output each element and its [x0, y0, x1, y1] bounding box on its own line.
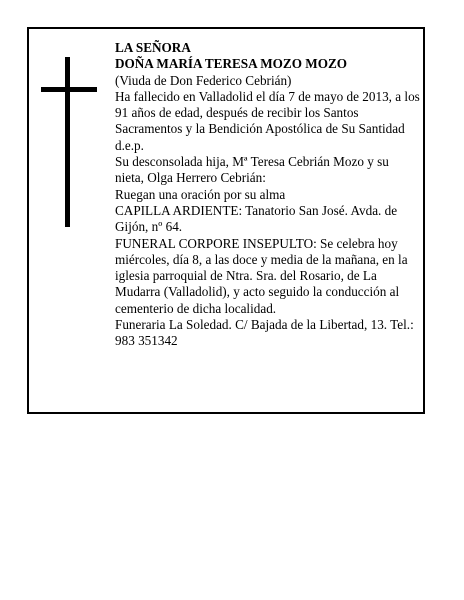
- dep-line: d.e.p.: [115, 137, 144, 153]
- chapel-info: CAPILLA ARDIENTE: Tanatorio San José. Avda. de Gijón, nº 64.: [115, 202, 398, 235]
- deceased-name: DOÑA MARÍA TERESA MOZO MOZO: [115, 56, 348, 72]
- cross-horizontal-bar: [41, 87, 97, 92]
- cross-icon: [41, 57, 97, 227]
- death-announcement: Ha fallecido en Valladolid el día 7 de mayo de 2013, a los 91 años de edad, después de recibir los Santos Sacramentos y la Bendición Apostólica de Su Santidad: [115, 88, 420, 137]
- cross-vertical-bar: [65, 57, 70, 227]
- notice-heading: LA SEÑORA: [115, 40, 191, 55]
- obituary-notice: [27, 27, 425, 414]
- funeral-info: FUNERAL CORPORE INSEPULTO: Se celebra hoy miércoles, día 8, a las doce y media de la mañana, en la iglesia parroquial de Ntra. Sra. del Rosario, de La Mudarra (Valladolid), y acto seguido la conducción al cementerio de dicha localidad.: [115, 235, 408, 316]
- notice-body: [115, 40, 421, 350]
- widow-of-line: (Viuda de Don Federico Cebrián): [115, 72, 292, 88]
- prayer-request: Ruegan una oración por su alma: [115, 186, 286, 202]
- funeral-home-info: Funeraria La Soledad. C/ Bajada de la Libertad, 13. Tel.: 983 351342: [115, 317, 414, 349]
- family-line: Su desconsolada hija, Mª Teresa Cebrián Mozo y su nieta, Olga Herrero Cebrián:: [115, 154, 389, 186]
